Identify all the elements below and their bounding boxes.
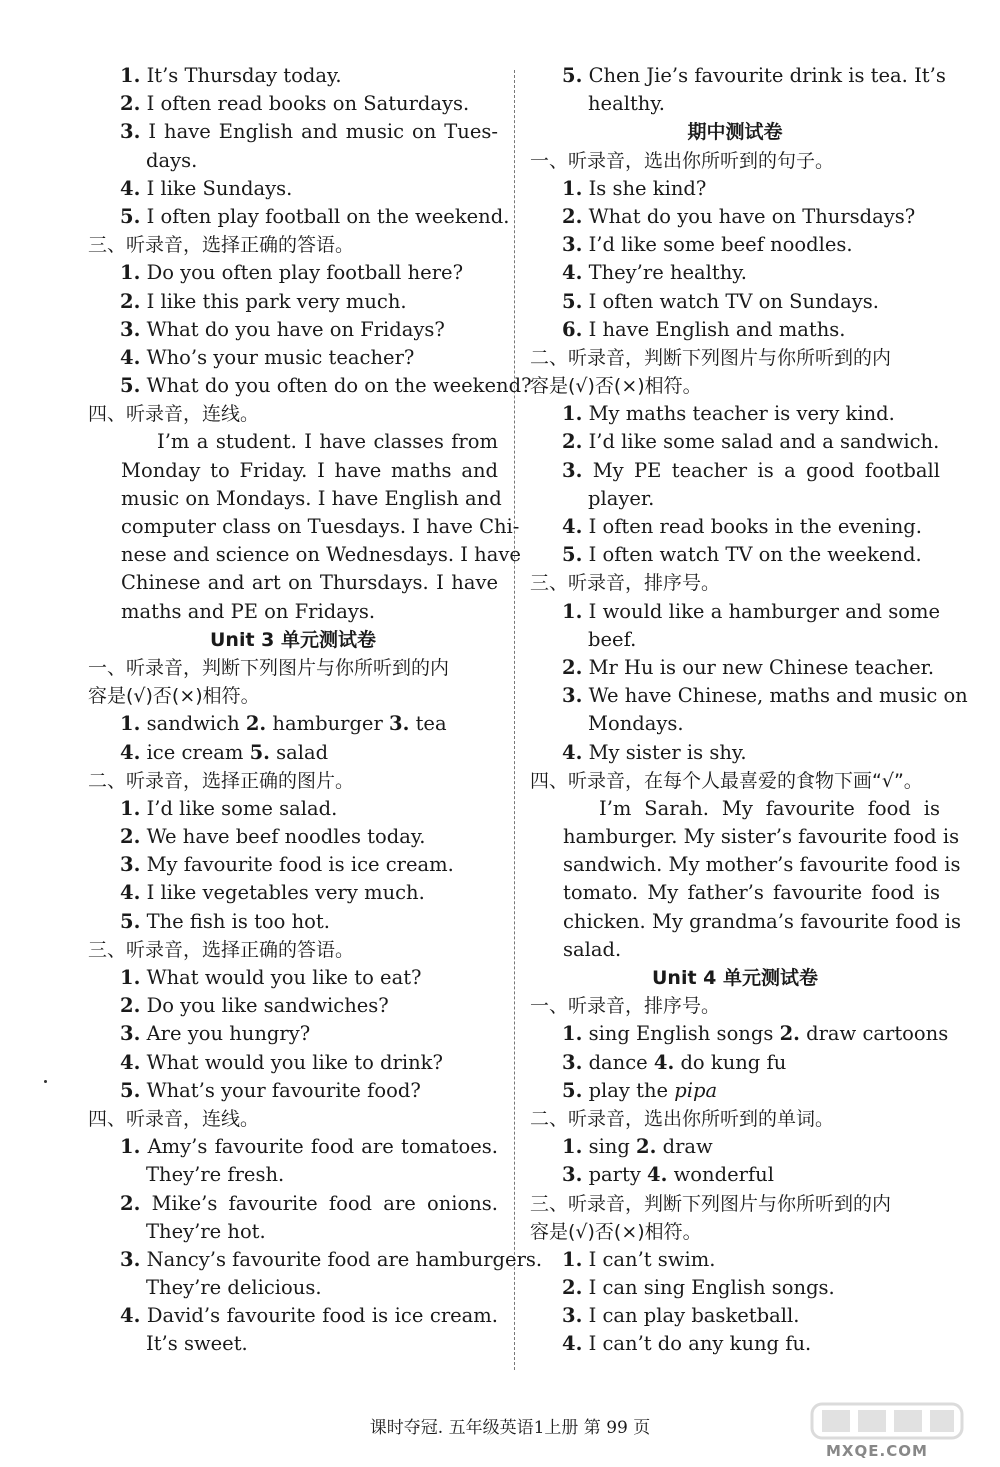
line-text: I often read books in the evening. (588, 515, 922, 538)
item-number: 3. (120, 120, 141, 144)
line-text: do kung fu (680, 1050, 787, 1074)
list-item (530, 1246, 940, 1274)
item-number: 2. (120, 1191, 141, 1215)
line-text: player. (588, 486, 655, 510)
item-number: 3. (389, 712, 410, 736)
line-text: computer class on Tuesdays. I have Chi- (121, 515, 520, 538)
line-text: 容是(√)否(×)相符。 (530, 375, 702, 398)
line-text: I have English and maths. (588, 317, 846, 341)
test-title (88, 626, 498, 654)
item-number: 1. (562, 176, 583, 200)
list-item (88, 1077, 498, 1105)
test-title (530, 964, 940, 992)
line-text: I would like a hamburger and some (588, 599, 940, 623)
line-text: healthy. (588, 92, 665, 116)
line-text: 容是(√)否(×)相符。 (530, 1220, 702, 1243)
line-text: 一、听录音，排序号。 (530, 995, 721, 1018)
passage-line (88, 541, 521, 569)
item-number: 4. (120, 345, 141, 369)
line-text: I’d like some salad and a sandwich. (588, 430, 940, 454)
list-item (530, 598, 940, 626)
list-item (530, 1330, 940, 1358)
line-text: maths and PE on Fridays. (121, 599, 376, 623)
section-heading (88, 936, 498, 964)
passage-line (88, 569, 498, 597)
list-item (88, 992, 498, 1020)
list-item (88, 1246, 543, 1274)
item-number: 5. (562, 1078, 583, 1102)
item-number: 2. (562, 430, 583, 454)
line-text: What do you have on Thursdays? (588, 204, 916, 228)
passage-line (530, 851, 961, 879)
section-heading (88, 767, 498, 795)
list-item (530, 682, 968, 710)
line-text: 三、听录音，选择正确的答语。 (88, 234, 355, 257)
line-text: Are you hungry? (146, 1022, 311, 1046)
item-number: 1. (120, 712, 141, 736)
list-item (530, 231, 940, 259)
passage-line (530, 908, 962, 936)
line-text: Mondays. (588, 712, 684, 736)
section-heading (530, 992, 940, 1020)
line-text: They’re healthy. (588, 261, 747, 285)
line-text: What would you like to eat? (146, 966, 422, 989)
line-text: I can’t do any kung fu. (588, 1332, 812, 1356)
item-number: 1. (120, 261, 141, 285)
line-text: 四、听录音，连线。 (88, 403, 260, 426)
list-item-continuation (88, 1161, 498, 1189)
item-number: 4. (120, 740, 141, 764)
line-text: Amy’s favourite food are tomatoes. (147, 1135, 498, 1159)
line-text: Is she kind? (588, 176, 707, 200)
line-text: I can play basketball. (588, 1304, 800, 1328)
line-text: 二、听录音，选出你所听到的单词。 (530, 1107, 835, 1130)
item-number: 3. (120, 1247, 141, 1271)
item-number: 4. (562, 515, 583, 538)
list-item-continuation (88, 1274, 498, 1302)
line-text: Nancy’s favourite food are hamburgers. (146, 1247, 543, 1271)
line-text: music on Mondays. I have English and (121, 486, 502, 510)
line-text: tomato. My father’s favourite food is (563, 881, 940, 905)
item-number: 1. (562, 1022, 583, 1046)
list-item (88, 90, 498, 118)
list-item (530, 428, 940, 456)
section-heading (530, 569, 940, 597)
line-text: Monday to Friday. I have maths and (121, 458, 498, 482)
item-number: 4. (653, 1050, 675, 1074)
item-number: 6. (562, 317, 583, 341)
item-number: 5. (562, 543, 583, 567)
line-text: They’re fresh. (146, 1163, 285, 1187)
line-text: Do you like sandwiches? (146, 994, 389, 1018)
line-text: 三、听录音，选择正确的答语。 (88, 938, 355, 961)
item-number: 1. (120, 1135, 141, 1159)
item-number: 5. (562, 64, 583, 87)
list-item (88, 795, 498, 823)
line-text: 一、听录音，判断下列图片与你所听到的内 (88, 656, 450, 679)
line-text: My sister is shy. (588, 740, 747, 764)
list-item (88, 62, 498, 90)
list-item (88, 1049, 498, 1077)
section-heading (88, 1105, 498, 1133)
line-text: sandwich. My mother’s favourite food is (563, 853, 961, 877)
line-text: Mr Hu is our new Chinese teacher. (588, 655, 935, 679)
list-item (530, 1302, 940, 1330)
item-number: 2. (562, 204, 583, 228)
line-text: draw (662, 1135, 713, 1159)
list-item (530, 457, 940, 485)
item-number: 5. (249, 740, 270, 764)
list-item (88, 710, 498, 738)
line-text: dance (588, 1050, 654, 1074)
list-item (88, 851, 498, 879)
list-item (530, 400, 940, 428)
line-text: 一、听录音，选出你所听到的句子。 (530, 149, 835, 172)
item-number: 3. (562, 458, 583, 482)
line-text: I often read books on Saturdays. (146, 92, 470, 116)
item-number: 3. (120, 853, 141, 877)
section-heading (530, 767, 940, 795)
item-number: 1. (120, 966, 141, 989)
section-heading (88, 654, 498, 682)
line-text: My favourite food is ice cream. (146, 853, 454, 877)
item-number: 3. (120, 1022, 141, 1046)
line-text: Do you often play football here? (146, 261, 464, 285)
list-item (88, 316, 498, 344)
line-text: days. (146, 148, 198, 172)
line-text: They’re delicious. (146, 1276, 322, 1300)
line-text: hamburger (272, 712, 389, 736)
line-text: salad. (563, 937, 622, 961)
item-number: 2. (562, 1276, 583, 1300)
item-number: 4. (120, 881, 141, 905)
line-text: 三、听录音，排序号。 (530, 572, 721, 595)
section-heading-continuation (530, 1218, 940, 1246)
list-item-continuation (88, 1218, 498, 1246)
item-number: 2. (779, 1022, 800, 1046)
section-heading (88, 400, 498, 428)
line-text: 四、听录音，连线。 (88, 1107, 260, 1130)
item-number: 4. (120, 1050, 141, 1074)
item-number: 3. (120, 317, 141, 341)
list-item (88, 964, 498, 992)
line-text: nese and science on Wednesdays. I have (121, 543, 521, 567)
line-text: hamburger. My sister’s favourite food is (563, 825, 960, 849)
line-text: Chen Jie’s favourite drink is tea. It’s (588, 64, 946, 87)
list-item (530, 1020, 949, 1048)
line-text: I often watch TV on Sundays. (588, 289, 879, 313)
list-item (530, 541, 940, 569)
item-number: 4. (562, 740, 583, 764)
list-item (88, 739, 498, 767)
line-text: They’re hot. (146, 1219, 266, 1243)
line-text: I’m a student. I have classes from (157, 430, 498, 454)
item-number: 5. (120, 374, 141, 398)
list-item (88, 1190, 498, 1218)
left-column (88, 62, 543, 1359)
list-item (88, 288, 498, 316)
line-text: Unit 4 单元测试卷 (652, 967, 818, 989)
line-text: I have English and music on Tues- (148, 120, 498, 144)
section-heading (530, 344, 940, 372)
list-item (530, 62, 946, 90)
line-text: What do you have on Fridays? (146, 317, 445, 341)
list-item (88, 879, 498, 907)
line-text: I like vegetables very much. (146, 881, 425, 905)
item-number: 4. (562, 1332, 583, 1356)
line-text: Chinese and art on Thursdays. I have (121, 571, 498, 595)
item-number: 2. (120, 825, 141, 849)
item-number: 4. (647, 1163, 668, 1187)
item-number: 4. (120, 176, 141, 200)
line-text: Unit 3 单元测试卷 (210, 628, 376, 651)
line-text: draw cartoons (806, 1022, 949, 1046)
line-text: My maths teacher is very kind. (588, 402, 895, 426)
line-text: I’m Sarah. My favourite food is (599, 796, 940, 820)
item-number: 2. (120, 994, 141, 1018)
list-item (530, 1077, 940, 1105)
line-text: David’s favourite food is ice cream. (146, 1304, 498, 1328)
line-text: play the (588, 1078, 675, 1102)
list-item-continuation (88, 147, 498, 175)
list-item (530, 654, 940, 682)
passage-line (88, 428, 498, 456)
line-text: What’s your favourite food? (146, 1078, 421, 1102)
list-item (88, 175, 498, 203)
line-text: ice cream (146, 740, 250, 764)
line-text: Mike’s favourite food are onions. (151, 1191, 498, 1215)
line-text: 容是(√)否(×)相符。 (88, 685, 260, 708)
line-text: What do you often do on the weekend? (146, 374, 532, 398)
page-footer: 课时夺冠. 五年级英语1上册 第 99 页 (369, 1418, 651, 1438)
column-divider (514, 70, 515, 1370)
item-number: 5. (120, 1078, 141, 1102)
line-text: We have Chinese, maths and music on (588, 684, 968, 708)
line-text: 二、听录音，判断下列图片与你所听到的内 (530, 346, 892, 369)
line-text: We have beef noodles today. (146, 825, 426, 849)
section-heading-continuation (530, 372, 940, 400)
line-text: I often watch TV on the weekend. (588, 543, 922, 567)
passage-line (88, 598, 498, 626)
item-number: 4. (562, 261, 583, 285)
item-number: 5. (562, 289, 583, 313)
stray-dot (44, 1080, 47, 1083)
line-text: 二、听录音，选择正确的图片。 (88, 769, 355, 792)
section-heading (88, 231, 498, 259)
section-heading (530, 1105, 940, 1133)
item-number: 1. (562, 402, 583, 426)
list-item (88, 372, 532, 400)
section-heading (530, 1190, 940, 1218)
list-item (88, 1020, 498, 1048)
list-item (88, 1302, 498, 1330)
passage-line (88, 485, 502, 513)
list-item (88, 908, 498, 936)
list-item-continuation (530, 710, 940, 738)
passage-line (88, 513, 520, 541)
list-item-continuation (530, 90, 940, 118)
item-number: 2. (120, 92, 141, 116)
line-text: I often play football on the weekend. (146, 204, 510, 228)
line-text: The fish is too hot. (146, 909, 330, 933)
item-number: 3. (562, 1304, 583, 1328)
italic-word: pipa (674, 1078, 718, 1102)
line-text: I like this park very much. (146, 289, 407, 313)
list-item-continuation (530, 626, 940, 654)
list-item (530, 316, 940, 344)
list-item (88, 1133, 498, 1161)
passage-line (530, 879, 940, 907)
line-text: What would you like to drink? (146, 1050, 443, 1074)
line-text: beef. (588, 627, 637, 651)
item-number: 1. (562, 1247, 583, 1271)
line-text: chicken. My grandma’s favourite food is (563, 909, 962, 933)
line-text: salad (276, 740, 329, 764)
list-item (530, 203, 940, 231)
item-number: 5. (120, 204, 141, 228)
list-item (88, 259, 498, 287)
line-text: sandwich (146, 712, 246, 736)
list-item (88, 203, 510, 231)
passage-line (530, 936, 940, 964)
list-item (88, 118, 498, 146)
item-number: 2. (562, 655, 583, 679)
section-heading-continuation (88, 682, 498, 710)
passage-line (530, 823, 960, 851)
item-number: 2. (245, 712, 267, 736)
line-text: My PE teacher is a good football (592, 458, 940, 482)
item-number: 3. (562, 233, 583, 257)
list-item (530, 739, 940, 767)
item-number: 1. (120, 64, 141, 87)
line-text: I can’t swim. (588, 1247, 716, 1271)
item-number: 1. (562, 1135, 583, 1159)
list-item (530, 1274, 940, 1302)
section-heading (530, 147, 940, 175)
line-text: sing English songs (588, 1022, 780, 1046)
list-item (530, 1133, 940, 1161)
item-number: 3. (562, 1163, 583, 1187)
watermark-text: MXQE.COM (826, 1442, 928, 1460)
test-title (530, 118, 940, 146)
line-text: 四、听录音，在每个人最喜爱的食物下画“√”。 (530, 769, 923, 792)
list-item-continuation (530, 485, 940, 513)
list-item (530, 288, 940, 316)
item-number: 5. (120, 909, 141, 933)
list-item (530, 175, 940, 203)
line-text: It’s sweet. (146, 1332, 248, 1356)
line-text: I can sing English songs. (588, 1276, 835, 1300)
list-item (88, 823, 498, 851)
line-text: sing (588, 1135, 637, 1159)
list-item (530, 513, 940, 541)
line-text: 期中测试卷 (687, 121, 783, 144)
list-item (530, 259, 940, 287)
item-number: 1. (120, 796, 141, 820)
item-number: 2. (636, 1135, 657, 1159)
item-number: 3. (562, 1050, 583, 1074)
line-text: I like Sundays. (146, 176, 293, 200)
line-text: It’s Thursday today. (146, 64, 342, 87)
line-text: I’d like some salad. (146, 796, 338, 820)
list-item (530, 1161, 940, 1189)
line-text: Who’s your music teacher? (146, 345, 415, 369)
list-item (88, 344, 498, 372)
item-number: 1. (562, 599, 583, 623)
item-number: 3. (562, 684, 583, 708)
list-item-continuation (88, 1330, 498, 1358)
right-column (530, 62, 968, 1359)
line-text: 三、听录音，判断下列图片与你所听到的内 (530, 1192, 892, 1215)
passage-line (88, 457, 498, 485)
line-text: party (588, 1163, 648, 1187)
list-item (530, 1049, 940, 1077)
line-text: I’d like some beef noodles. (588, 233, 853, 257)
item-number: 2. (120, 289, 141, 313)
passage-line (530, 795, 940, 823)
item-number: 4. (120, 1304, 141, 1328)
line-text: tea (415, 712, 447, 736)
line-text: wonderful (673, 1163, 774, 1187)
